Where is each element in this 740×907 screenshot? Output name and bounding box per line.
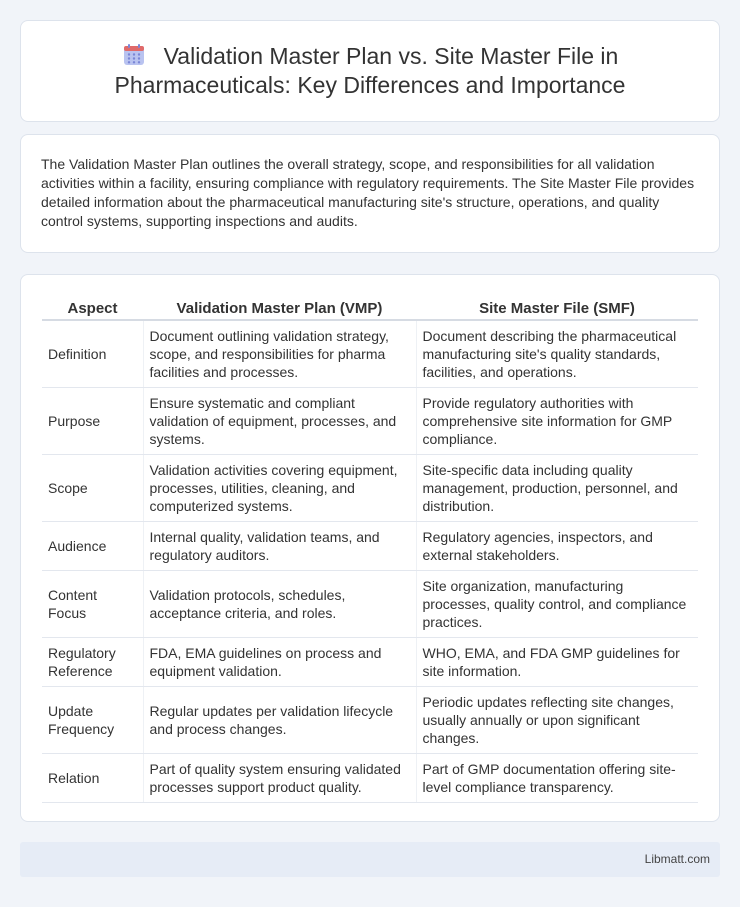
footer-brand[interactable]: Libmatt.com <box>644 852 710 866</box>
cell-aspect: Relation <box>42 753 143 802</box>
cell-smf: Periodic updates reflecting site changes, usually annually or upon significant changes. <box>416 686 698 753</box>
header-vmp: Validation Master Plan (VMP) <box>143 295 416 320</box>
intro-paragraph: The Validation Master Plan outlines the overall strategy, scope, and responsibilities for all validation activities within a facility, ensuring compliance with regulatory requirements. The Site Master File provides detailed information about the pharmaceutical manufacturing site's structure, operations, and quality control systems, supporting inspections and audits. <box>41 156 695 229</box>
cell-vmp: Ensure systematic and compliant validation of equipment, processes, and systems. <box>143 387 416 454</box>
cell-smf: Document describing the pharmaceutical manufacturing site's quality standards, facilities, and operations. <box>416 320 698 387</box>
table-row <box>42 686 698 753</box>
table-row <box>42 454 698 521</box>
comparison-card <box>20 274 720 822</box>
table-row <box>42 521 698 570</box>
cell-aspect: Scope <box>42 454 143 521</box>
header-aspect: Aspect <box>42 295 143 320</box>
table-row <box>42 753 698 802</box>
page-title-text: Validation Master Plan vs. Site Master File in Pharmaceuticals: Key Differences and Importance <box>114 43 626 98</box>
calendar-icon <box>122 43 146 67</box>
cell-aspect: Content Focus <box>42 570 143 637</box>
cell-aspect: Regulatory Reference <box>42 637 143 686</box>
title-card <box>20 20 720 122</box>
table-row <box>42 387 698 454</box>
cell-smf: Site organization, manufacturing processes, quality control, and compliance practices. <box>416 570 698 637</box>
table-row <box>42 320 698 387</box>
intro-card <box>20 134 720 253</box>
cell-smf: WHO, EMA, and FDA GMP guidelines for site information. <box>416 637 698 686</box>
header-smf: Site Master File (SMF) <box>416 295 698 320</box>
cell-vmp: Regular updates per validation lifecycle and process changes. <box>143 686 416 753</box>
footer <box>20 842 720 877</box>
page-title <box>45 42 695 100</box>
cell-vmp: Part of quality system ensuring validated processes support product quality. <box>143 753 416 802</box>
cell-aspect: Definition <box>42 320 143 387</box>
table-header-row <box>42 295 698 320</box>
cell-aspect: Purpose <box>42 387 143 454</box>
cell-vmp: Internal quality, validation teams, and regulatory auditors. <box>143 521 416 570</box>
cell-smf: Provide regulatory authorities with comprehensive site information for GMP compliance. <box>416 387 698 454</box>
cell-smf: Regulatory agencies, inspectors, and external stakeholders. <box>416 521 698 570</box>
cell-vmp: Validation activities covering equipment, processes, utilities, cleaning, and computerized systems. <box>143 454 416 521</box>
cell-vmp: Document outlining validation strategy, scope, and responsibilities for pharma facilities and processes. <box>143 320 416 387</box>
cell-smf: Site-specific data including quality management, production, personnel, and distribution. <box>416 454 698 521</box>
table-row <box>42 637 698 686</box>
cell-vmp: Validation protocols, schedules, acceptance criteria, and roles. <box>143 570 416 637</box>
comparison-table <box>42 295 698 803</box>
cell-aspect: Audience <box>42 521 143 570</box>
table-row <box>42 570 698 637</box>
cell-aspect: Update Frequency <box>42 686 143 753</box>
cell-vmp: FDA, EMA guidelines on process and equipment validation. <box>143 637 416 686</box>
cell-smf: Part of GMP documentation offering site-level compliance transparency. <box>416 753 698 802</box>
